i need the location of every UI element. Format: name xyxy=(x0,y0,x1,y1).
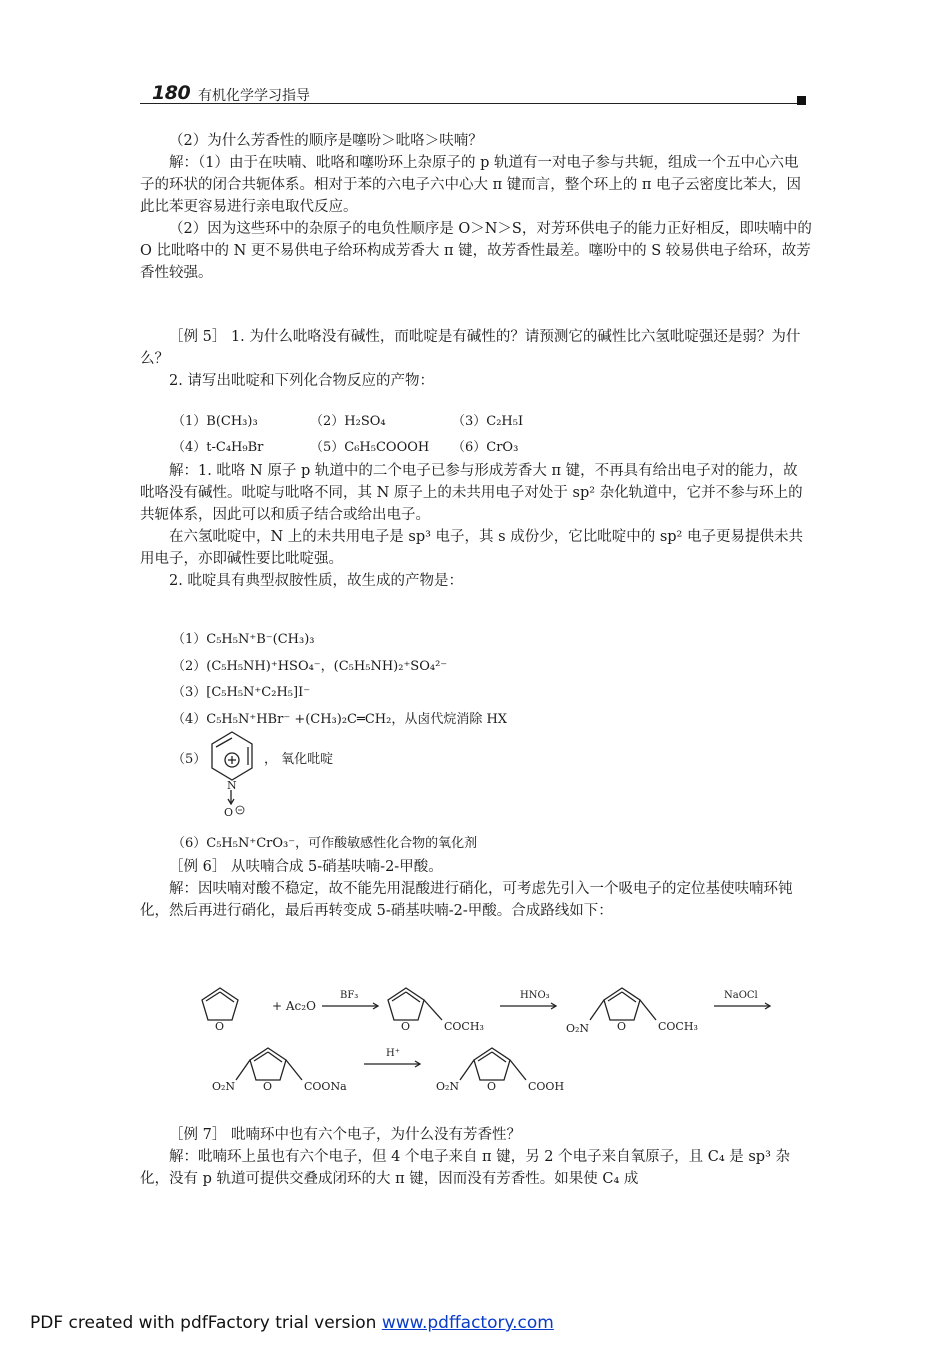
acetic-anhydride: + Ac₂O xyxy=(272,999,316,1013)
footer-link[interactable]: www.pdffactory.com xyxy=(381,1313,554,1333)
header-rule-end-mark xyxy=(797,96,806,105)
example-7 xyxy=(140,1124,812,1190)
synthesis-scheme xyxy=(190,980,790,1100)
acetylfuran-ring xyxy=(388,988,442,1020)
ex5-answer-1b: 在六氢吡啶中，N 上的未共用电子是 sp³ 电子，其 s 成份少，它比吡啶中的 sp² 电子更易提供未共用电子，亦即碱性要比吡啶强。 xyxy=(140,529,803,567)
nitrofuroic-acid-ring xyxy=(460,1048,526,1080)
furan-o-1: O xyxy=(215,1020,225,1033)
ex5-answer-1: 解：1. 吡咯 N 原子 p 轨道中的二个电子已参与形成芳香大 π 键，不再具有给出电子对的能力，故吡咯没有碱性。吡啶与吡咯不同，其 N 原子上的未共用电子对处于 sp² 杂化轨道中，它并不参与环上的共轭体系，因此可以和质子结合或给出电子。 xyxy=(140,463,803,523)
nitro-group-3: O₂N xyxy=(436,1080,460,1093)
ex5-question-2: 2. 请写出吡啶和下列化合物反应的产物： xyxy=(169,373,434,389)
product-6: （6）C₅H₅N⁺CrO₃⁻，可作酸敏感性化合物的氧化剂 xyxy=(172,836,478,851)
furan-o-5: O xyxy=(487,1080,497,1093)
reagent-1: （1）B(CH₃)₃ xyxy=(172,414,258,429)
ex5-question-1: ［例 5］ 1. 为什么吡咯没有碱性，而吡啶是有碱性的？请预测它的碱性比六氢吡啶强还是弱？为什么？ xyxy=(140,329,801,367)
nitrofuroate-ring xyxy=(236,1048,302,1080)
running-header xyxy=(140,80,810,106)
product-4: （4）C₅H₅N⁺HBr⁻ +(CH₃)₂C═CH₂，从卤代烷消除 HX xyxy=(172,712,508,727)
furan-o-2: O xyxy=(401,1020,411,1033)
answer-block-aromaticity xyxy=(140,130,812,284)
reagent-bf3: BF₃ xyxy=(340,990,359,1001)
footer-text: PDF created with pdfFactory trial version xyxy=(30,1313,382,1333)
acetyl-group-1: COCH₃ xyxy=(444,1020,484,1033)
example-5-answer xyxy=(140,460,812,592)
nitro-group-1: O₂N xyxy=(566,1022,590,1035)
furan-o-4: O xyxy=(263,1080,273,1093)
acetyl-group-2: COCH₃ xyxy=(658,1020,698,1033)
product-1: （1）C₅H₅N⁺B⁻(CH₃)₃ xyxy=(172,632,315,647)
ring-double-bond-1 xyxy=(216,738,232,747)
n-atom-label: N xyxy=(227,779,237,792)
question-2: （2）为什么芳香性的顺序是噻吩＞吡咯＞呋喃？ xyxy=(169,133,483,149)
o-atom-label: O xyxy=(224,806,234,818)
page-number: 180 xyxy=(152,82,191,104)
example-6 xyxy=(140,856,812,922)
reagent-3: （3）C₂H₅I xyxy=(452,414,524,429)
reagent-2: （2）H₂SO₄ xyxy=(310,414,386,429)
furan-o-3: O xyxy=(617,1020,627,1033)
book-title: 有机化学学习指导 xyxy=(198,88,310,104)
product-2: （2）(C₅H₅NH)⁺HSO₄⁻，(C₅H₅NH)₂⁺SO₄²⁻ xyxy=(172,659,448,674)
ex5-answer-2: 2. 吡啶具有典型叔胺性质，故生成的产物是： xyxy=(169,573,463,589)
ex7-answer: 解：吡喃环上虽也有六个电子，但 4 个电子来自 π 键，另 2 个电子来自氧原子，且 C₄ 是 sp³ 杂化，没有 p 轨道可提供交叠成闭环的大 π 键，因而没有芳香性。如果使 C₄ 成 xyxy=(140,1149,791,1187)
pdf-footer xyxy=(30,1313,554,1333)
nitro-group-2: O₂N xyxy=(212,1080,236,1093)
product-5-text: ， 氧化吡啶 xyxy=(264,752,334,767)
answer-2: （2）因为这些环中的杂原子的电负性顺序是 O＞N＞S，对芳环供电子的能力正好相反，即呋喃中的 O 比吡咯中的 N 更不易供电子给环构成芳香大 π 键，故芳香性最差。噻吩中的 S 较易供电子给环，故芳香性较强。 xyxy=(140,221,812,281)
product-5-label: （5） xyxy=(172,752,207,767)
reagent-6: （6）CrO₃ xyxy=(452,440,519,455)
reagent-4: （4）t-C₄H₉Br xyxy=(172,440,264,455)
nitroacetylfuran-ring xyxy=(590,988,656,1020)
reagent-hno3: HNO₃ xyxy=(520,990,550,1001)
reagent-h-plus: H⁺ xyxy=(386,1048,400,1059)
header-rule xyxy=(140,103,805,104)
carboxylic-acid-group: COOH xyxy=(528,1080,565,1093)
reagent-naocl: NaOCl xyxy=(724,990,758,1001)
answer-1: 解：（1）由于在呋喃、吡咯和噻吩环上杂原子的 p 轨道有一对电子参与共轭，组成一个五中心六电子的环状的闭合共轭体系。相对于苯的六电子六中心大 π 键而言，整个环上的 π 电子云密度比苯大，因此比苯更容易进行亲电取代反应。 xyxy=(140,155,801,215)
example-5-question xyxy=(140,326,812,392)
reagent-5: （5）C₆H₅COOOH xyxy=(310,440,430,455)
ex6-answer: 解：因呋喃对酸不稳定，故不能先用混酸进行硝化，可考虑先引入一个吸电子的定位基使呋喃环钝化，然后再进行硝化，最后再转变成 5-硝基呋喃-2-甲酸。合成路线如下： xyxy=(140,881,793,919)
product-3: （3）[C₅H₅N⁺C₂H₅]I⁻ xyxy=(172,685,311,700)
carboxylate-group: COONa xyxy=(304,1080,347,1093)
furan-ring xyxy=(202,988,238,1020)
ex6-question: ［例 6］ 从呋喃合成 5-硝基呋喃-2-甲酸。 xyxy=(169,859,443,875)
pyridine-n-oxide-structure xyxy=(200,728,270,818)
ex7-question: ［例 7］ 吡喃环中也有六个电子，为什么没有芳香性？ xyxy=(169,1127,521,1143)
